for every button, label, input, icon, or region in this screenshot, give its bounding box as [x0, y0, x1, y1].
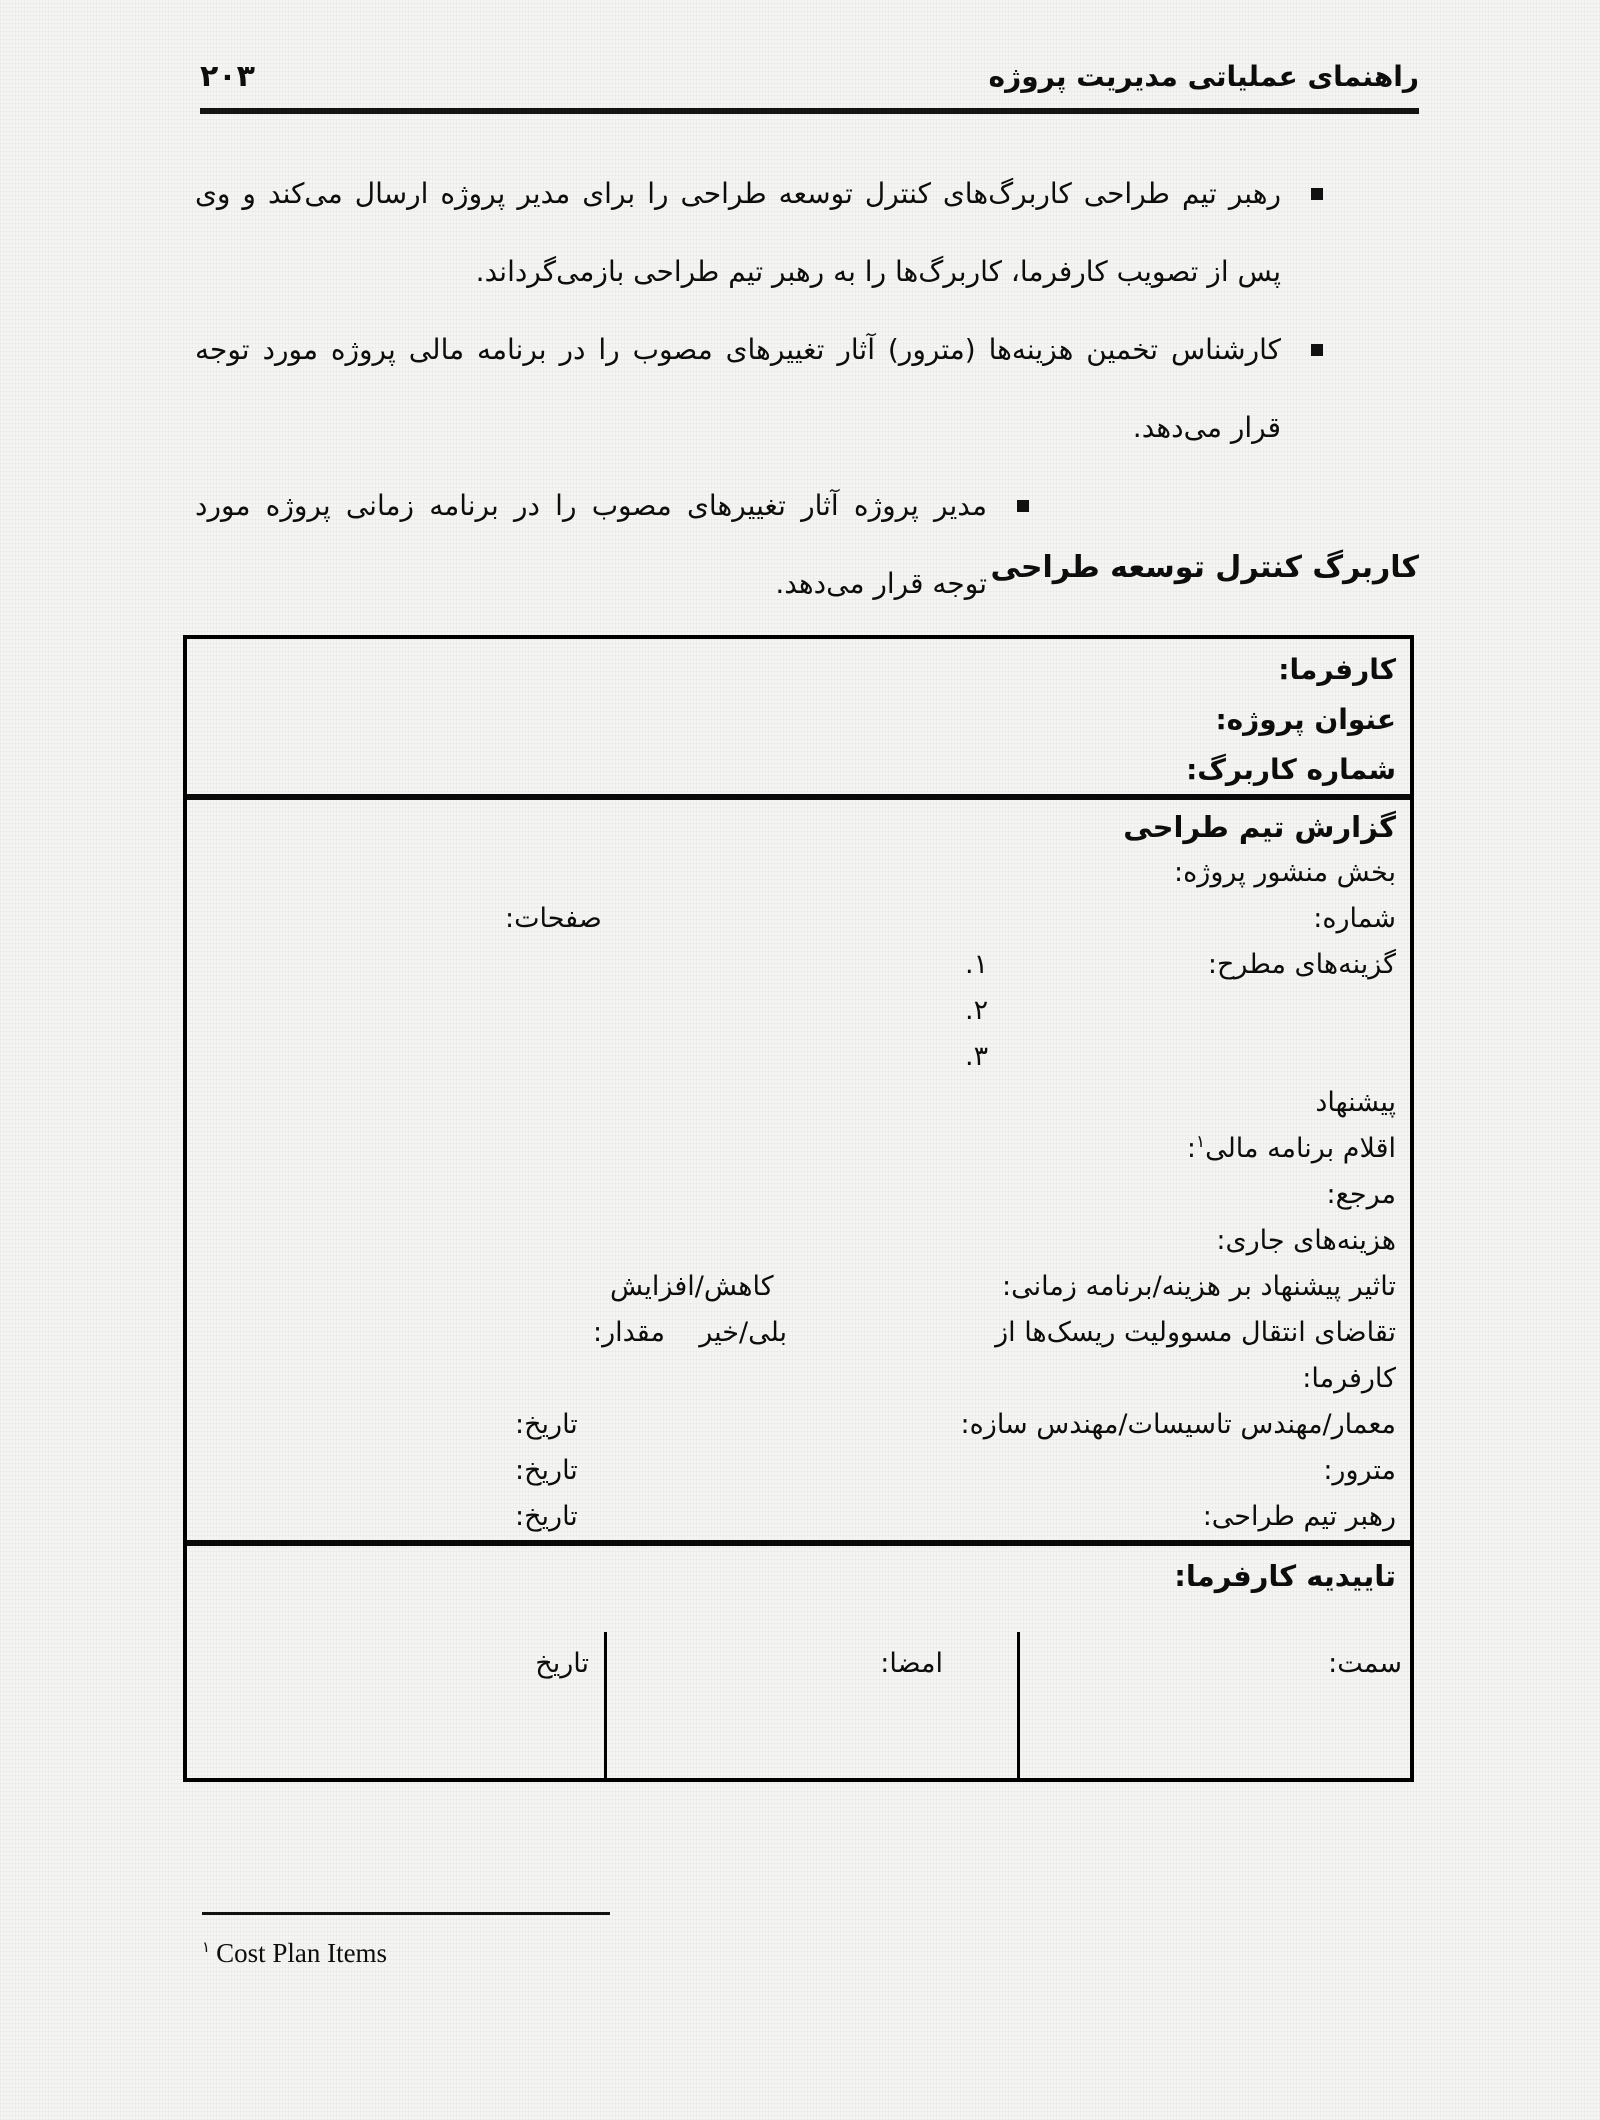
field-project-title: عنوان پروژه: [1215, 703, 1396, 736]
field-date-label: تاریخ: [515, 1409, 578, 1440]
signature-label: امضا: [880, 1648, 943, 1679]
bullet-text: کارشناس تخمین هزینه‌ها (مترور) آثار تغییرهای مصوب را در برنامه مالی پروژه مورد توجه قرار می‌دهد. [195, 333, 1281, 444]
field-cost-plan-items [201, 1126, 1396, 1172]
footnote-divider [202, 1912, 610, 1915]
cell-signature [604, 1632, 1017, 1778]
field-label: پیشنهاد [1315, 1087, 1396, 1118]
field-options [201, 942, 1396, 988]
field-label: هزینه‌های جاری: [1216, 1225, 1396, 1256]
bullet-item [181, 467, 1419, 623]
form-section-approval [187, 1546, 1410, 1778]
field-label: مترور: [1323, 1455, 1396, 1486]
field-label: معمار/مهندس تاسیسات/مهندس سازه: [960, 1409, 1396, 1440]
field-date-label: تاریخ: [515, 1455, 578, 1486]
form-title: کاربرگ کنترل توسعه طراحی [990, 550, 1419, 585]
field-decrease-increase: کاهش/افزایش [610, 1271, 774, 1302]
form-section-report [187, 800, 1410, 1540]
design-development-control-form [183, 635, 1414, 1782]
date-label: تاریخ [535, 1648, 589, 1679]
bullet-item [181, 311, 1419, 467]
option-number-1: ۱. [965, 949, 989, 980]
field-pages-label: صفحات: [505, 903, 602, 934]
bullet-text: رهبر تیم طراحی کاربرگ‌های کنترل توسعه طراحی را برای مدیر پروژه ارسال می‌کند و وی پس از تصویب کارفرما، کاربرگ‌ها را به رهبر تیم طراحی بازمی‌گرداند. [195, 177, 1281, 288]
bullet-text: مدیر پروژه آثار تغییرهای مصوب را در برنامه زمانی پروژه مورد توجه قرار می‌دهد. [195, 489, 987, 600]
field-label: بخش منشور پروژه: [1174, 857, 1396, 888]
field-current-costs [201, 1218, 1396, 1264]
form-section-client [187, 639, 1410, 794]
field-label: گزینه‌های مطرح: [1207, 949, 1396, 980]
page-number: ۲۰۳ [200, 59, 255, 94]
page-header [200, 60, 1419, 114]
position-label: سمت: [1328, 1648, 1402, 1679]
field-label: کارفرما: [1302, 1363, 1396, 1394]
field-label: اقلام برنامه مالی [1205, 1133, 1396, 1164]
field-proposal [201, 1080, 1396, 1126]
option-number-3: ۳. [965, 1041, 989, 1072]
field-date-label: تاریخ: [515, 1501, 578, 1532]
cell-date [187, 1632, 604, 1778]
section-title: گزارش تیم طراحی [1123, 810, 1396, 844]
field-risk-transfer-request [201, 1310, 1396, 1356]
field-label: تقاضای انتقال مسوولیت ریسک‌ها از [995, 1317, 1396, 1348]
field-design-team-leader [201, 1494, 1396, 1540]
footnote [202, 1936, 387, 1970]
field-yes-no-amount: بلی/خیر مقدار: [593, 1317, 788, 1348]
footnote-ref: ۱ [1195, 1132, 1206, 1152]
field-proposal-impact [201, 1264, 1396, 1310]
field-option-3 [201, 1034, 1396, 1080]
footnote-text: Cost Plan Items [216, 1938, 388, 1968]
field-architect-engineers [201, 1402, 1396, 1448]
signature-row [187, 1632, 1410, 1778]
field-risk-transfer-client [201, 1356, 1396, 1402]
field-reference [201, 1172, 1396, 1218]
field-number [201, 896, 1396, 942]
field-label: تاثیر پیشنهاد بر هزینه/برنامه زمانی: [1002, 1271, 1396, 1302]
field-charter-part [201, 850, 1396, 896]
bullet-square-icon [1311, 188, 1323, 200]
field-label: مرجع: [1326, 1179, 1396, 1210]
bullet-square-icon [1311, 344, 1323, 356]
cell-position [1017, 1632, 1410, 1778]
field-label-colon: : [1186, 1133, 1196, 1164]
field-label: شماره: [1313, 903, 1396, 934]
field-option-2 [201, 988, 1396, 1034]
bullet-square-icon [1017, 500, 1029, 512]
option-number-2: ۲. [965, 995, 989, 1026]
field-label: رهبر تیم طراحی: [1202, 1501, 1396, 1532]
running-title: راهنمای عملیاتی مدیریت پروژه [988, 60, 1419, 93]
footnote-marker: ۱ [202, 1938, 211, 1956]
approval-title: تاییدیه کارفرما: [1174, 1559, 1396, 1593]
bullet-item [181, 155, 1419, 311]
field-quantity-surveyor [201, 1448, 1396, 1494]
field-sheet-number: شماره کاربرگ: [1186, 753, 1396, 786]
field-client: کارفرما: [1278, 653, 1396, 686]
